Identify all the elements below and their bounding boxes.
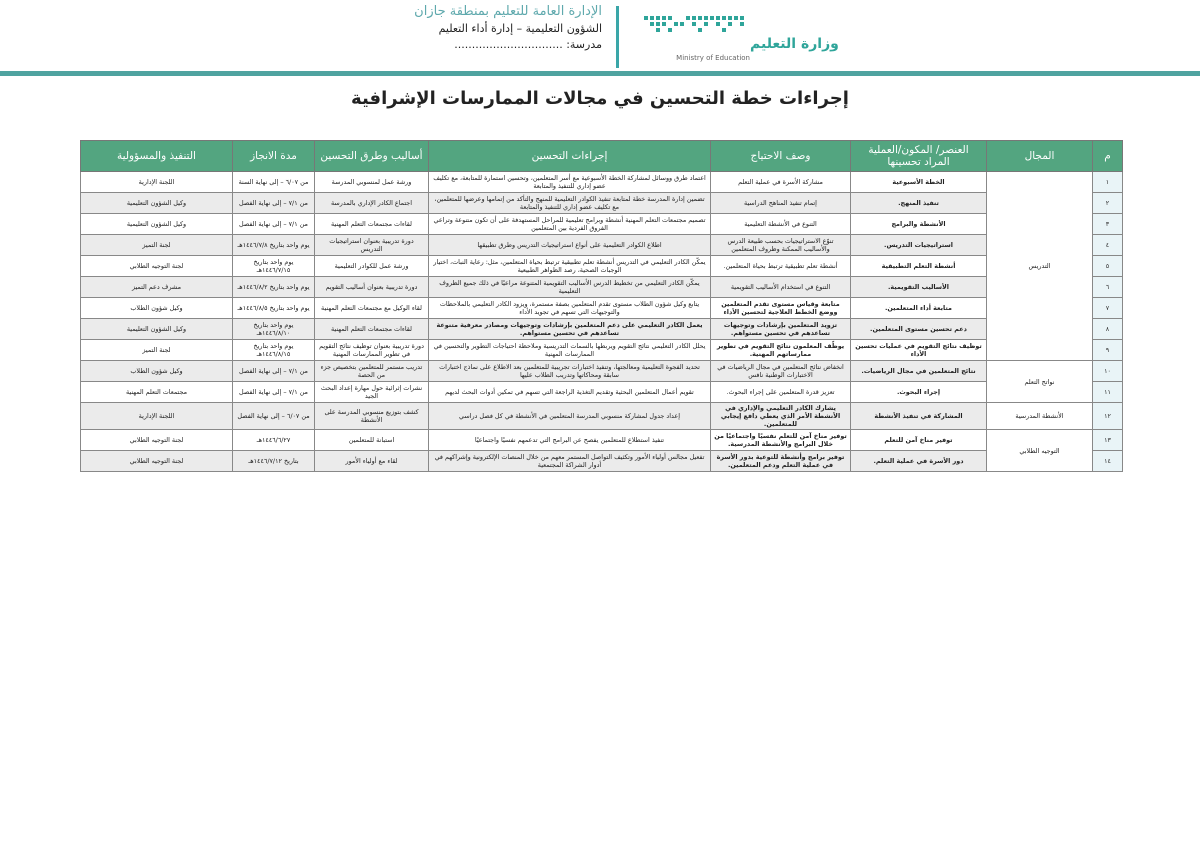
action-cell: يعمل الكادر التعليمي على دعم المتعلمين بإرشادات وتوجيهات ومصادر معرفية متنوعة تساعدهم في تحسين مستواهم.: [429, 319, 711, 340]
element-cell: دعم تحسين مستوى المتعلمين.: [851, 319, 987, 340]
owner-cell: وكيل شؤون الطلاب: [81, 298, 233, 319]
table-row: [81, 214, 1123, 235]
need-cell: توفير مناخ آمن للتعلم نفسيًا واجتماعيًا من خلال البرامج والأنشطة المدرسية.: [711, 430, 851, 451]
element-cell: تنفيذ المنهج.: [851, 193, 987, 214]
need-cell: يوظّف المعلمون نتائج التقويم في تطوير ممارساتهم المهنية.: [711, 340, 851, 361]
table-row: [81, 298, 1123, 319]
method-cell: اجتماع الكادر الإداري بالمدرسة: [315, 193, 429, 214]
table-row: [81, 361, 1123, 382]
domain-cell: التدريس: [987, 172, 1093, 361]
duration-cell: يوم واحد بتاريخ ١٤٤٦/٧/٨هـ: [233, 235, 315, 256]
element-cell: استراتيجيات التدريس.: [851, 235, 987, 256]
row-number: ١٢: [1093, 403, 1123, 430]
need-cell: متابعة وقياس مستوى تقدم المتعلمين ووضع الخطط العلاجية لتحسين الأداء: [711, 298, 851, 319]
element-cell: متابعة أداء المتعلمين.: [851, 298, 987, 319]
owner-cell: اللجنة الإدارية: [81, 403, 233, 430]
header-divider: [616, 6, 619, 68]
need-cell: انخفاض نتائج المتعلمين في مجال الرياضيات في الاختبارات الوطنية نافس: [711, 361, 851, 382]
owner-cell: وكيل الشؤون التعليمية: [81, 214, 233, 235]
row-number: ١١: [1093, 382, 1123, 403]
need-cell: توفير برامج وأنشطة للتوعية بدور الأسرة في عملية التعلم ودعم المتعلمين.: [711, 451, 851, 472]
method-cell: دورة تدريبية بعنوان أساليب التقويم: [315, 277, 429, 298]
duration-cell: يوم واحد بتاريخ ١٤٤٦/٧/١٥هـ: [233, 256, 315, 277]
duration-cell: يوم واحد بتاريخ ١٤٤٦/٨/١٥هـ: [233, 340, 315, 361]
action-cell: تضمين إدارة المدرسة خطة لمتابعة تنفيذ الكوادر التعليمية للمنهج والتأكد من إتمامها وعرضها للمتعلمين، مع تكليف عضو إداري للتنفيذ والمتابعة: [429, 193, 711, 214]
header-text-block: [414, 4, 602, 51]
owner-cell: لجنة التوجيه الطلابي: [81, 451, 233, 472]
domain-cell: الأنشطة المدرسية: [987, 403, 1093, 430]
improvement-plan-table: [80, 140, 1123, 472]
element-cell: توفير مناخ آمن للتعلم: [851, 430, 987, 451]
need-cell: مشاركة الأسرة في عملية التعلم: [711, 172, 851, 193]
element-cell: توظيف نتائج التقويم في عمليات تحسين الأداء: [851, 340, 987, 361]
duration-cell: ١٤٤٦/٦/٢٧هـ: [233, 430, 315, 451]
department-name: الشؤون التعليمية – إدارة أداء التعليم: [438, 22, 602, 35]
svg-text:وزارة التعليم: وزارة التعليم: [750, 36, 839, 52]
row-number: ٥: [1093, 256, 1123, 277]
domain-cell: التوجيه الطلابي: [987, 430, 1093, 472]
row-number: ٣: [1093, 214, 1123, 235]
method-cell: ورشة عمل لمنسوبي المدرسة: [315, 172, 429, 193]
header-domain: المجال: [987, 141, 1093, 172]
owner-cell: اللجنة الإدارية: [81, 172, 233, 193]
table-row: [81, 430, 1123, 451]
duration-cell: يوم واحد بتاريخ ١٤٤٦/٨/١٠هـ: [233, 319, 315, 340]
action-cell: تصميم مجتمعات التعلم المهنية أنشطة وبرامج تعليمية للمراحل المستهدفة على أن تكون متنوعة وتراعي الفروق الفردية بين المتعلمين: [429, 214, 711, 235]
element-cell: أنشطة التعلم التطبيقية: [851, 256, 987, 277]
header-element: العنصر/ المكون/العملية المراد تحسينها: [851, 141, 987, 172]
header-methods: أساليب وطرق التحسين: [315, 141, 429, 172]
table-row: [81, 319, 1123, 340]
method-cell: لقاءات مجتمعات التعلم المهنية: [315, 319, 429, 340]
directorate-name: الإدارة العامة للتعليم بمنطقة جازان: [414, 4, 602, 19]
duration-cell: يوم واحد بتاريخ ١٤٤٦/٨/٢هـ: [233, 277, 315, 298]
header-need: وصف الاحتياج: [711, 141, 851, 172]
page-header: [0, 0, 1200, 78]
owner-cell: وكيل الشؤون التعليمية: [81, 193, 233, 214]
row-number: ٨: [1093, 319, 1123, 340]
action-cell: تنفيذ استطلاع للمتعلمين يفصح عن البرامج التي تدعمهم نفسيًا واجتماعيًا: [429, 430, 711, 451]
element-cell: المشاركة في تنفيذ الأنشطة: [851, 403, 987, 430]
action-cell: يتابع وكيل شؤون الطلاب مستوى تقدم المتعلمين بصفة مستمرة، ويزود الكادر التعليمي بالملاحظات والتوجيهات التي تسهم في تجويد الأداء: [429, 298, 711, 319]
table-row: [81, 193, 1123, 214]
method-cell: ورشة عمل للكوادر التعليمية: [315, 256, 429, 277]
header-owner: التنفيذ والمسؤولية: [81, 141, 233, 172]
duration-cell: من ٧/١ – إلى نهاية الفصل: [233, 214, 315, 235]
need-cell: تزويد المتعلمين بإرشادات وتوجيهات تساعدهم في تحسين مستواهم.: [711, 319, 851, 340]
owner-cell: لجنة التميز: [81, 235, 233, 256]
method-cell: كشف بتوزيع منسوبي المدرسة على الأنشطة: [315, 403, 429, 430]
action-cell: يحلل الكادر التعليمي نتائج التقويم ويربطها بالسمات التدريسية وملاحظة احتياجات التطوير والتحسين في الممارسات المهنية: [429, 340, 711, 361]
element-cell: إجراء البحوث.: [851, 382, 987, 403]
need-cell: التنوع في استخدام الأساليب التقويمية: [711, 277, 851, 298]
action-cell: تحديد الفجوة التعليمية ومعالجتها، وتنفيذ اختبارات تجريبية للمتعلمين بعد الاطلاع على نماذج اختبارات سابقة ومحاكاتها وتدريب الطلاب عليها: [429, 361, 711, 382]
row-number: ٧: [1093, 298, 1123, 319]
domain-cell: نواتج التعلم: [987, 361, 1093, 403]
need-cell: تنوّع الاستراتيجيات بحسب طبيعة الدرس والأساليب الممكنة وظروف المتعلمين: [711, 235, 851, 256]
element-cell: الخطة الأسبوعية: [851, 172, 987, 193]
duration-cell: من ٦/٠٧ – إلى نهاية السنة: [233, 172, 315, 193]
header-duration: مدة الانجاز: [233, 141, 315, 172]
school-name: مدرسة: ...............................: [454, 38, 602, 51]
ministry-logo-icon: [640, 10, 839, 64]
method-cell: لقاءات مجتمعات التعلم المهنية: [315, 214, 429, 235]
header-band: [0, 71, 1200, 76]
row-number: ١٤: [1093, 451, 1123, 472]
method-cell: لقاء الوكيل مع مجتمعات التعلم المهنية: [315, 298, 429, 319]
table-row: [81, 235, 1123, 256]
action-cell: يمكّن الكادر التعليمي في التدريس أنشطة تعلم تطبيقية ترتبط بحياة المتعلمين، مثل: رعاية النبات، اختيار الوجبات الصحية، رصد الظواهر الطبيعية: [429, 256, 711, 277]
header-num: م: [1093, 141, 1123, 172]
table-header-row: [81, 141, 1123, 172]
need-cell: التنوع في الأنشطة التعليمية: [711, 214, 851, 235]
table-row: [81, 340, 1123, 361]
row-number: ٩: [1093, 340, 1123, 361]
row-number: ٤: [1093, 235, 1123, 256]
duration-cell: من ٧/١ – إلى نهاية الفصل: [233, 382, 315, 403]
element-cell: الأساليب التقويمية.: [851, 277, 987, 298]
method-cell: استبانة للمتعلمين: [315, 430, 429, 451]
row-number: ١٣: [1093, 430, 1123, 451]
element-cell: الأنشطة والبرامج: [851, 214, 987, 235]
need-cell: أنشطة تعلم تطبيقية ترتبط بحياة المتعلمين.: [711, 256, 851, 277]
need-cell: يشارك الكادر التعليمي والإداري في الأنشطة الأمر الذي يعطي دافع إيجابي للمتعلمين.: [711, 403, 851, 430]
element-cell: دور الأسرة في عملية التعلم.: [851, 451, 987, 472]
method-cell: دورة تدريبية بعنوان استراتيجيات التدريس: [315, 235, 429, 256]
duration-cell: من ٧/١ – إلى نهاية الفصل: [233, 193, 315, 214]
table-row: [81, 277, 1123, 298]
table-row: [81, 382, 1123, 403]
method-cell: لقاء مع أولياء الأمور: [315, 451, 429, 472]
owner-cell: مشرف دعم التميز: [81, 277, 233, 298]
svg-text:Ministry of Education: Ministry of Education: [676, 54, 750, 62]
row-number: ١٠: [1093, 361, 1123, 382]
element-cell: نتائج المتعلمين في مجال الرياضيات.: [851, 361, 987, 382]
method-cell: نشرات إثرائية حول مهارة إعداد البحث الجيد: [315, 382, 429, 403]
action-cell: إعداد جدول لمشاركة منسوبي المدرسة المتعلمين في الأنشطة في كل فصل دراسي: [429, 403, 711, 430]
table-row: [81, 451, 1123, 472]
owner-cell: وكيل الشؤون التعليمية: [81, 319, 233, 340]
table-row: [81, 256, 1123, 277]
duration-cell: من ٧/١ – إلى نهاية الفصل: [233, 361, 315, 382]
duration-cell: بتاريخ ١٤٤٦/٧/١٢هـ: [233, 451, 315, 472]
duration-cell: يوم واحد بتاريخ ١٤٤٦/٨/٥هـ: [233, 298, 315, 319]
page-title: إجراءات خطة التحسين في مجالات الممارسات الإشرافية: [351, 88, 849, 109]
owner-cell: وكيل شؤون الطلاب: [81, 361, 233, 382]
row-number: ٢: [1093, 193, 1123, 214]
action-cell: يمكّن الكادر التعليمي من تخطيط الدرس الأساليب التقويمية المتنوعة مراعيًا في ذلك جميع الظروف التعليمية: [429, 277, 711, 298]
owner-cell: لجنة التميز: [81, 340, 233, 361]
owner-cell: لجنة التوجيه الطلابي: [81, 430, 233, 451]
owner-cell: مجتمعات التعلم المهنية: [81, 382, 233, 403]
table-row: [81, 403, 1123, 430]
header-actions: إجراءات التحسين: [429, 141, 711, 172]
need-cell: تعزيز قدرة المتعلمين على إجراء البحوث.: [711, 382, 851, 403]
duration-cell: من ٦/٠٧ – إلى نهاية الفصل: [233, 403, 315, 430]
action-cell: تفعيل مجالس أولياء الأمور وتكثيف التواصل المستمر معهم من خلال المنصات الإلكترونية وإشراكهم في أدوار الشراكة المجتمعية: [429, 451, 711, 472]
action-cell: اطلاع الكوادر التعليمية على أنواع استراتيجيات التدريس وطرق تطبيقها: [429, 235, 711, 256]
method-cell: دورة تدريبية بعنوان توظيف نتائج التقويم في تطوير الممارسات المهنية: [315, 340, 429, 361]
need-cell: إتمام تنفيذ المناهج الدراسية: [711, 193, 851, 214]
owner-cell: لجنة التوجيه الطلابي: [81, 256, 233, 277]
action-cell: اعتماد طرق ووسائل لمشاركة الخطة الأسبوعية مع أسر المتعلمين، وتحسين استمارة للمتابعة، مع تكليف عضو إداري للتنفيذ والمتابعة: [429, 172, 711, 193]
row-number: ٦: [1093, 277, 1123, 298]
table-row: [81, 172, 1123, 193]
row-number: ١: [1093, 172, 1123, 193]
method-cell: تدريب مستمر للمتعلمين بتخصيص جزء من الحصة: [315, 361, 429, 382]
action-cell: تقويم أعمال المتعلمين البحثية وتقديم التغذية الراجعة التي تسهم في تمكين أدوات البحث لديهم: [429, 382, 711, 403]
